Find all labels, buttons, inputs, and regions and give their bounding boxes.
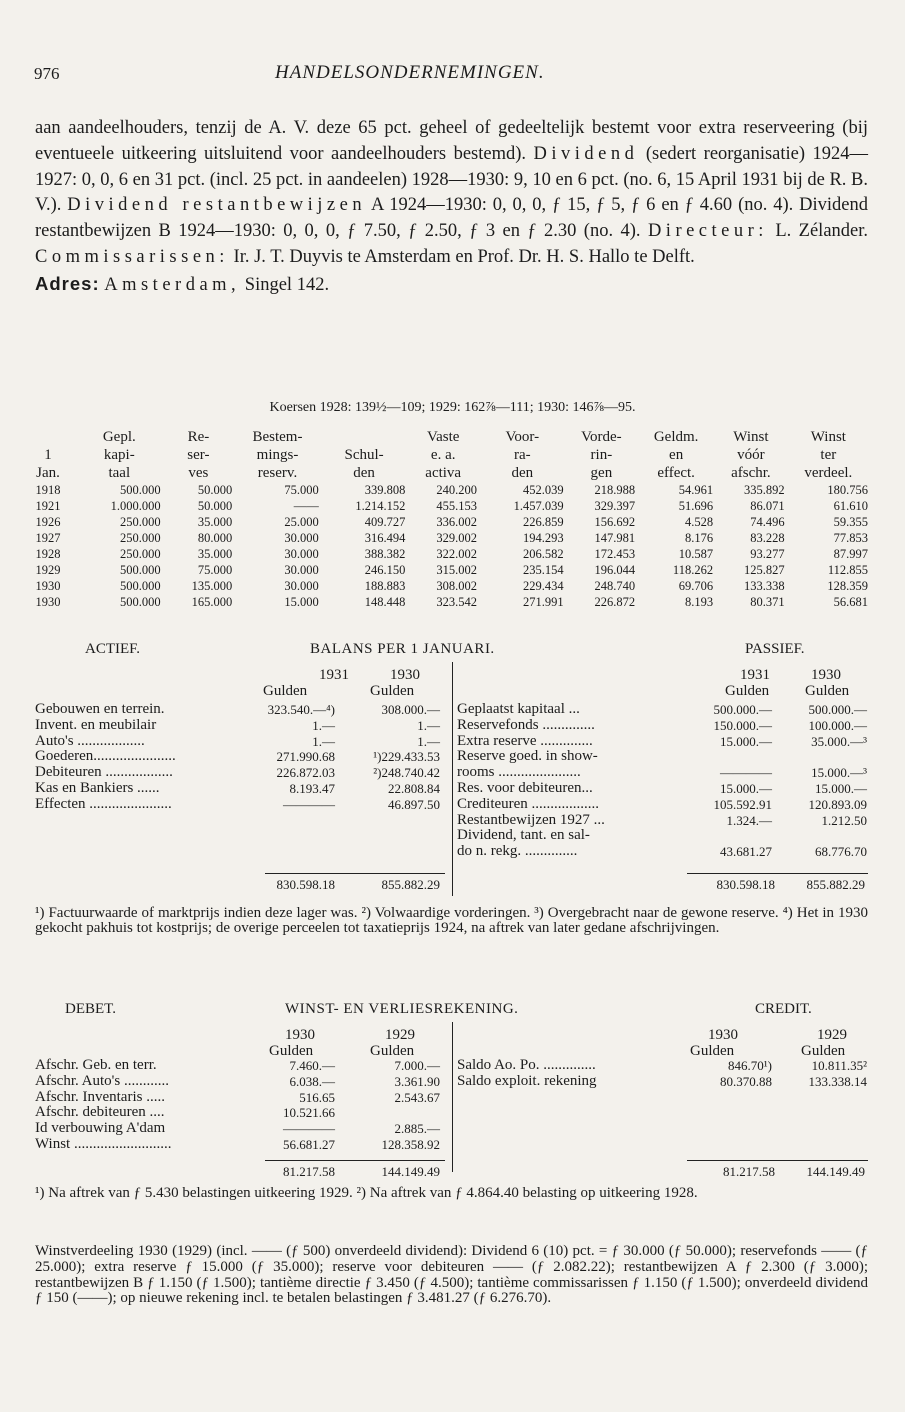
ledger-value-1: 323.540.—⁴) <box>267 702 335 717</box>
stats-cell: 135.000 <box>191 579 233 593</box>
ledger-label: Saldo Ao. Po. .............. <box>457 1057 596 1073</box>
ledger-row <box>35 1105 445 1121</box>
ledger-row <box>35 1090 445 1106</box>
stats-cell: 4.528 <box>684 515 714 529</box>
ledger-label: Goederen...................... <box>35 748 176 765</box>
ledger-value-1: 6.038.— <box>289 1073 335 1089</box>
ledger-value-2: 15.000.—³ <box>811 765 867 781</box>
debet-total-2: 144.149.49 <box>381 1164 440 1179</box>
ledger-row <box>35 781 445 797</box>
intro-text-2: (sedert reorganisatie) 1924—1927: 0, 0, 6 en 31 pct. (incl. 25 pct. in aandeelen) 1928—1930: 9, 10 en 6 pct. (no. 6, 15 April 1931 bij de R. B. V.). <box>35 143 869 216</box>
ledger-value-2: 3.361.90 <box>394 1073 440 1089</box>
stats-cell: 50.000 <box>197 499 233 513</box>
balans-divider <box>452 662 453 896</box>
stats-cell: 35.000 <box>197 515 233 529</box>
stats-cell: 250.000 <box>119 515 161 529</box>
ledger-value-1: 80.370.88 <box>720 1073 772 1089</box>
ledger-row <box>35 702 445 718</box>
intro-text-4: L. Zélander. <box>775 221 869 242</box>
credit-total-2: 144.149.49 <box>806 1164 865 1179</box>
stats-cell: 30.000 <box>284 563 319 577</box>
stats-cell: 80.371 <box>750 595 785 609</box>
balans-unit-r2: Gulden <box>805 683 850 699</box>
stats-cell: 61.610 <box>833 499 868 513</box>
stats-cell: 1.000.000 <box>110 499 161 513</box>
stats-cell: 271.991 <box>522 595 564 609</box>
stats-cell: 128.359 <box>827 579 868 593</box>
ledger-value-2: ²)248.740.42 <box>373 765 440 781</box>
ledger-label: Id verbouwing A'dam <box>35 1120 166 1137</box>
winst-unit-r2: Gulden <box>801 1043 846 1059</box>
stats-cell: 25.000 <box>284 515 319 529</box>
stats-cell: 30.000 <box>284 579 319 593</box>
stats-cell: 93.277 <box>750 547 785 561</box>
winst-year-r1: 1930 <box>708 1027 738 1043</box>
stats-header-cell: 1 <box>44 447 52 463</box>
winst-year-l1: 1930 <box>285 1027 315 1043</box>
balans-year-l1: 1931 <box>319 667 349 683</box>
winst-unit-l2: Gulden <box>370 1043 415 1059</box>
stats-header-row <box>20 428 870 446</box>
stats-header-cell: kapi- <box>103 447 135 463</box>
stats-header-cell: den <box>511 465 534 481</box>
stats-row <box>20 530 870 546</box>
stats-cell: 1921 <box>35 499 61 513</box>
ledger-label: Winst .......................... <box>35 1136 172 1152</box>
stats-cell: 500.000 <box>119 579 161 593</box>
ledger-value-1: 105.592.91 <box>713 796 772 812</box>
ledger-value-1: 516.65 <box>299 1089 335 1105</box>
stats-row <box>20 578 870 594</box>
ledger-label: Restantbewijzen 1927 ... <box>457 811 605 828</box>
ledger-label: Effecten ...................... <box>35 795 172 812</box>
balans-section <box>35 642 868 904</box>
stats-header-cell: en <box>669 447 684 463</box>
stats-cell: 308.002 <box>436 579 477 593</box>
ledger-row <box>35 1058 445 1074</box>
stats-cell: 339.808 <box>364 483 406 497</box>
stats-header-cell: Voor- <box>505 429 540 445</box>
ledger-label: Debiteuren .................. <box>35 764 173 781</box>
stats-header-cell: ves <box>188 465 209 481</box>
page-title: HANDELSONDERNEMINGEN. <box>275 62 545 83</box>
stats-header-cell: Vaste <box>426 429 460 445</box>
intro-text-5: Ir. J. T. Duyvis te Amsterdam en Prof. Dr. H. S. Hallo te Delft. <box>233 246 695 267</box>
stats-cell: 56.681 <box>833 595 868 609</box>
ledger-value-1: 43.681.27 <box>720 844 772 860</box>
stats-cell: 51.696 <box>678 499 714 513</box>
stats-header-cell: rin- <box>590 447 613 463</box>
ledger-row <box>457 828 868 844</box>
winst-unit-l1: Gulden <box>269 1043 314 1059</box>
stats-header-cell: reserv. <box>257 465 298 481</box>
ledger-value-1: 846.70¹) <box>728 1058 772 1073</box>
ledger-value-1: 500.000.— <box>713 702 772 717</box>
winst-year-l2: 1929 <box>385 1027 415 1043</box>
ledger-row <box>457 1074 868 1090</box>
ledger-value-2: 120.893.09 <box>808 796 867 812</box>
ledger-row <box>35 1121 445 1137</box>
ledger-row <box>457 844 868 860</box>
actief-list <box>35 702 445 822</box>
stats-cell: 194.293 <box>522 531 564 545</box>
credit-total-rule <box>687 1160 868 1161</box>
balans-unit-l1: Gulden <box>263 683 308 699</box>
debet-total-rule <box>265 1160 445 1161</box>
balans-unit-r1: Gulden <box>725 683 770 699</box>
stats-row <box>20 546 870 562</box>
ledger-label: Afschr. Inventaris ..... <box>35 1088 165 1105</box>
ledger-value-2: 308.000.— <box>381 702 440 717</box>
winst-section <box>35 1002 868 1192</box>
ledger-value-2: 7.000.— <box>394 1058 440 1073</box>
stats-header-cell: ser- <box>187 447 210 463</box>
stats-header-cell: ter <box>820 447 837 463</box>
stats-header-cell: Schul- <box>344 447 384 463</box>
winstverdeeling-text: Winstverdeeling 1930 (1929) (incl. —— (ƒ 500) onverdeeld dividend): Dividend 6 (10) pct. = ƒ 30.000 (ƒ 50.000); reservefonds —— (ƒ 25.000); extra reserve ƒ 15.000 (ƒ 35.000); reserve voor debiteuren —— (ƒ 2.082.22); restantbewijzen A ƒ 2.300 (ƒ 3.000); restantbewijzen B ƒ 1.150 (ƒ 1.500); tantième directie ƒ 3.450 (ƒ 4.500); tantième commissarissen ƒ 1.150 (ƒ 1.500); onverdeeld dividend ƒ 150 (——); op nieuwe rekening incl. te betalen belastingen ƒ 3.481.27 (ƒ 6.276.70). <box>35 1243 868 1307</box>
stats-header-cell: Gepl. <box>102 429 136 445</box>
ledger-label: Reservefonds .............. <box>457 716 595 733</box>
adres-city: Amsterdam, <box>104 274 241 295</box>
stats-cell: 329.397 <box>594 499 636 513</box>
winst-unit-r1: Gulden <box>690 1043 735 1059</box>
ledger-value-2: 15.000.— <box>815 781 867 796</box>
ledger-row <box>35 1137 445 1153</box>
actief-total-1: 830.598.18 <box>276 877 335 892</box>
ledger-value-1: ———— <box>720 765 772 781</box>
ledger-label: Extra reserve .............. <box>457 732 593 749</box>
ledger-row <box>35 797 445 813</box>
stats-header-cell: gen <box>590 465 613 481</box>
balans-year-l2: 1930 <box>390 667 420 683</box>
stats-cell: 329.002 <box>436 531 477 545</box>
stats-cell: 112.855 <box>827 563 868 577</box>
stats-cell: 147.981 <box>594 531 636 545</box>
ledger-value-2: 2.543.67 <box>394 1089 440 1105</box>
ledger-value-2: 68.776.70 <box>815 844 867 860</box>
stats-cell: 156.692 <box>594 515 636 529</box>
ledger-value-2: 35.000.—³ <box>811 733 867 749</box>
stats-header-cell: Winst <box>733 429 769 445</box>
stats-cell: 30.000 <box>284 547 319 561</box>
stats-header-cell: Re- <box>187 429 210 445</box>
stats-cell: 165.000 <box>191 595 233 609</box>
stats-cell: 148.448 <box>364 595 406 609</box>
ledger-label: Invent. en meubilair <box>35 716 157 733</box>
stats-cell: 83.228 <box>750 531 785 545</box>
credit-list <box>457 1058 868 1098</box>
stats-cell: 1930 <box>35 579 61 593</box>
ledger-row <box>35 718 445 734</box>
stats-header-cell: Bestem- <box>252 429 303 445</box>
stats-cell: 315.002 <box>436 563 477 577</box>
ledger-value-1: 8.193.47 <box>289 781 335 796</box>
stats-cell: 75.000 <box>284 483 319 497</box>
stats-cell: 118.262 <box>672 563 714 577</box>
stats-header-cell: Vorde- <box>581 429 622 445</box>
actief-total-2: 855.882.29 <box>381 877 440 892</box>
ledger-row <box>457 1058 868 1074</box>
ledger-value-2: ¹)229.433.53 <box>373 749 440 765</box>
stats-cell: 15.000 <box>284 595 319 609</box>
stats-cell: 229.434 <box>522 579 564 593</box>
dividend-restant-label: Dividend restantbewijzen <box>67 195 367 216</box>
stats-cell: 59.355 <box>833 515 868 529</box>
ledger-value-2: 1.— <box>417 733 440 749</box>
stats-header-cell: Geldm. <box>653 429 699 445</box>
ledger-label: rooms ...................... <box>457 764 581 781</box>
balans-year-r1: 1931 <box>740 667 770 683</box>
ledger-label: Kas en Bankiers ...... <box>35 780 160 796</box>
stats-cell: 1918 <box>35 483 61 497</box>
balans-year-r2: 1930 <box>811 667 841 683</box>
stats-cell: 452.039 <box>522 483 564 497</box>
passief-total-rule <box>687 873 868 874</box>
ledger-row <box>457 734 868 750</box>
winst-title: WINST- EN VERLIESREKENING. <box>285 1001 519 1017</box>
debet-total-1: 81.217.58 <box>283 1164 335 1179</box>
stats-cell: 336.002 <box>436 515 477 529</box>
ledger-value-1: 15.000.— <box>720 781 772 796</box>
stats-cell: 250.000 <box>119 531 161 545</box>
stats-row <box>20 482 870 498</box>
stats-cell: 30.000 <box>284 531 319 545</box>
intro-text-1: aan aandeelhouders, tenzij de A. V. deze 65 pct. geheel of gedeeltelijk bestemt voor extra reserveering (bij eventueele uitkeering uitsluitend voor aandeelhouders bestemd). <box>35 118 868 164</box>
ledger-row <box>35 765 445 781</box>
stats-cell: 248.740 <box>594 579 636 593</box>
ledger-value-1: 10.521.66 <box>283 1105 335 1121</box>
stats-cell: 75.000 <box>197 563 233 577</box>
stats-header-row <box>20 464 870 482</box>
ledger-value-1: 1.324.— <box>726 812 772 828</box>
directeur-label: Directeur: <box>647 221 768 242</box>
stats-header-cell: vóór <box>737 447 765 463</box>
ledger-label: Dividend, tant. en sal- <box>457 827 590 844</box>
ledger-value-1: 1.— <box>312 733 335 749</box>
stats-cell: 35.000 <box>197 547 233 561</box>
stats-cell: 8.176 <box>684 531 714 545</box>
ledger-value-1: 7.460.— <box>289 1058 335 1073</box>
company-description <box>35 116 868 299</box>
balans-unit-l2: Gulden <box>370 683 415 699</box>
stats-cell: 218.988 <box>594 483 636 497</box>
debet-list <box>35 1058 445 1158</box>
ledger-value-1: ———— <box>283 1121 335 1137</box>
stats-header-cell: mings- <box>256 447 299 463</box>
stats-header-cell: Winst <box>810 429 846 445</box>
stats-cell: 1.214.152 <box>355 499 406 513</box>
stats-row <box>20 594 870 610</box>
stats-cell: 1926 <box>35 515 61 529</box>
ledger-row <box>457 749 868 765</box>
stats-cell: 125.827 <box>744 563 785 577</box>
stats-cell: 1929 <box>35 563 61 577</box>
page-number: 976 <box>34 64 60 83</box>
ledger-value-1: ———— <box>283 796 335 812</box>
ledger-value-1: 56.681.27 <box>283 1137 335 1152</box>
stats-cell: 409.727 <box>364 515 406 529</box>
stats-cell: 86.071 <box>750 499 785 513</box>
ledger-label: do n. rekg. .............. <box>457 843 578 860</box>
stats-cell: 335.892 <box>744 483 785 497</box>
ledger-label: Afschr. Auto's ............ <box>35 1072 169 1089</box>
ledger-value-2: 2.885.— <box>394 1121 440 1137</box>
ledger-value-2: 128.358.92 <box>381 1137 440 1152</box>
stats-header-cell: activa <box>425 465 462 481</box>
ledger-label: Saldo exploit. rekening <box>457 1072 597 1089</box>
stats-cell: 80.000 <box>197 531 233 545</box>
stats-header-cell: taal <box>108 465 131 481</box>
stats-cell: 8.193 <box>684 595 714 609</box>
stats-cell: 323.542 <box>436 595 477 609</box>
ledger-row <box>457 765 868 781</box>
stats-cell: 77.853 <box>833 531 868 545</box>
balans-title: BALANS PER 1 JANUARI. <box>310 641 495 657</box>
stats-cell: 1928 <box>35 547 61 561</box>
ledger-value-1: 226.872.03 <box>276 765 335 781</box>
stats-cell: 235.154 <box>522 563 564 577</box>
stats-cell: 196.044 <box>594 563 636 577</box>
stats-row <box>20 514 870 530</box>
ledger-value-2: 133.338.14 <box>808 1073 867 1089</box>
adres-street: Singel 142. <box>244 274 330 295</box>
stats-header-cell: e. a. <box>430 447 456 463</box>
stats-cell: 246.150 <box>364 563 406 577</box>
stats-header-cell: verdeel. <box>804 465 853 481</box>
commissarissen-label: Commissarissen: <box>35 246 229 267</box>
stats-cell: 455.153 <box>436 499 477 513</box>
stats-cell: 388.382 <box>364 547 406 561</box>
actief-total-rule <box>265 873 445 874</box>
ledger-label: Afschr. debiteuren .... <box>35 1104 165 1121</box>
ledger-row <box>457 718 868 734</box>
stats-row <box>20 498 870 514</box>
stats-cell: 1.457.039 <box>513 499 564 513</box>
stats-table <box>20 428 870 610</box>
stats-cell: 69.706 <box>678 579 714 593</box>
stats-header-cell <box>321 428 408 446</box>
stats-cell: 1930 <box>35 595 61 609</box>
stats-header-cell: afschr. <box>731 465 771 481</box>
credit-total-1: 81.217.58 <box>723 1164 775 1179</box>
stats-cell: 322.002 <box>436 547 477 561</box>
winst-right-head: CREDIT. <box>755 1001 812 1017</box>
ledger-row <box>457 702 868 718</box>
balans-left-head: ACTIEF. <box>85 641 141 657</box>
koersen-line: Koersen 1928: 139½—109; 1929: 162⅞—111; 1930: 146⅞—95. <box>269 400 636 415</box>
ledger-value-2: 100.000.— <box>808 717 867 733</box>
ledger-row <box>457 797 868 813</box>
passief-total-2: 855.882.29 <box>806 877 865 892</box>
ledger-value-2: 46.897.50 <box>388 796 440 812</box>
stats-cell: 50.000 <box>197 483 233 497</box>
balans-footnote: ¹) Factuurwaarde of marktprijs indien deze lager was. ²) Volwaardige vorderingen. ³) Overgebracht naar de gewone reserve. ⁴) Het in 1930 gekocht pakhuis tot kostprijs; de overige perceelen tot taxatieprijs 1924, na aftrek van later gedane afschrijvingen. <box>35 905 868 937</box>
stats-cell: 180.756 <box>827 483 868 497</box>
stats-header-cell <box>20 428 76 446</box>
adres-label: Adres: <box>35 272 100 294</box>
ledger-label: Res. voor debiteuren... <box>457 780 593 796</box>
stats-cell: 87.997 <box>833 547 868 561</box>
ledger-value-1: 271.990.68 <box>276 749 335 765</box>
ledger-label: Auto's .................. <box>35 732 145 749</box>
passief-total-1: 830.598.18 <box>716 877 775 892</box>
stats-row <box>20 562 870 578</box>
ledger-value-2: 500.000.— <box>808 702 867 717</box>
stats-cell: 206.582 <box>522 547 564 561</box>
ledger-label: Gebouwen en terrein. <box>35 701 165 717</box>
stats-cell: 500.000 <box>119 563 161 577</box>
ledger-value-1: 1.— <box>312 717 335 733</box>
intro-text-3: A 1924—1930: 0, 0, 0, ƒ 15, ƒ 5, ƒ 6 en ƒ 4.60 (no. 4). Dividend restantbewijzen B 1924—1930: 0, 0, 0, ƒ 7.50, ƒ 2.50, ƒ 3 en ƒ 2.30 (no. 4). <box>35 195 869 242</box>
stats-cell: 54.961 <box>678 483 714 497</box>
ledger-row <box>457 781 868 797</box>
stats-header-row <box>20 446 870 464</box>
ledger-value-1: 15.000.— <box>720 733 772 749</box>
winst-divider <box>452 1022 453 1172</box>
ledger-label: Crediteuren .................. <box>457 795 600 812</box>
stats-cell: 226.872 <box>594 595 636 609</box>
ledger-value-2: 22.808.84 <box>388 781 440 796</box>
ledger-row <box>35 749 445 765</box>
ledger-row <box>35 734 445 750</box>
stats-cell: 1927 <box>35 531 61 545</box>
winst-footnote: ¹) Na aftrek van ƒ 5.430 belastingen uitkeering 1929. ²) Na aftrek van ƒ 4.864.40 belasting op uitkeering 1928. <box>35 1185 698 1201</box>
stats-cell: 226.859 <box>522 515 564 529</box>
ledger-value-2: 10.811.35² <box>811 1058 867 1073</box>
balans-right-head: PASSIEF. <box>745 641 805 657</box>
ledger-label: Afschr. Geb. en terr. <box>35 1057 157 1073</box>
winst-left-head: DEBET. <box>65 1001 116 1017</box>
ledger-label: Reserve goed. in show- <box>457 748 598 765</box>
stats-cell: 240.200 <box>436 483 477 497</box>
stats-header-cell: effect. <box>657 465 695 481</box>
stats-header-cell: Jan. <box>36 465 60 481</box>
stats-cell: 172.453 <box>594 547 636 561</box>
passief-list <box>457 702 868 872</box>
winst-year-r2: 1929 <box>817 1027 847 1043</box>
ledger-value-1: 150.000.— <box>713 717 772 733</box>
stats-cell: 250.000 <box>119 547 161 561</box>
ledger-label: Geplaatst kapitaal ... <box>457 701 580 717</box>
stats-cell: 10.587 <box>678 547 714 561</box>
stats-cell: 500.000 <box>119 483 161 497</box>
stats-cell: —— <box>293 499 319 513</box>
stats-cell: 316.494 <box>364 531 406 545</box>
stats-cell: 74.496 <box>750 515 785 529</box>
ledger-value-2: 1.212.50 <box>821 812 867 828</box>
stats-header-cell: den <box>353 465 375 481</box>
ledger-row <box>35 1074 445 1090</box>
stats-header-cell: ra- <box>513 447 531 463</box>
ledger-value-2: 1.— <box>417 717 440 733</box>
dividend-label: Dividend <box>533 143 639 164</box>
stats-cell: 500.000 <box>119 595 161 609</box>
stats-cell: 188.883 <box>364 579 406 593</box>
stats-cell: 133.338 <box>744 579 785 593</box>
ledger-row <box>457 813 868 829</box>
